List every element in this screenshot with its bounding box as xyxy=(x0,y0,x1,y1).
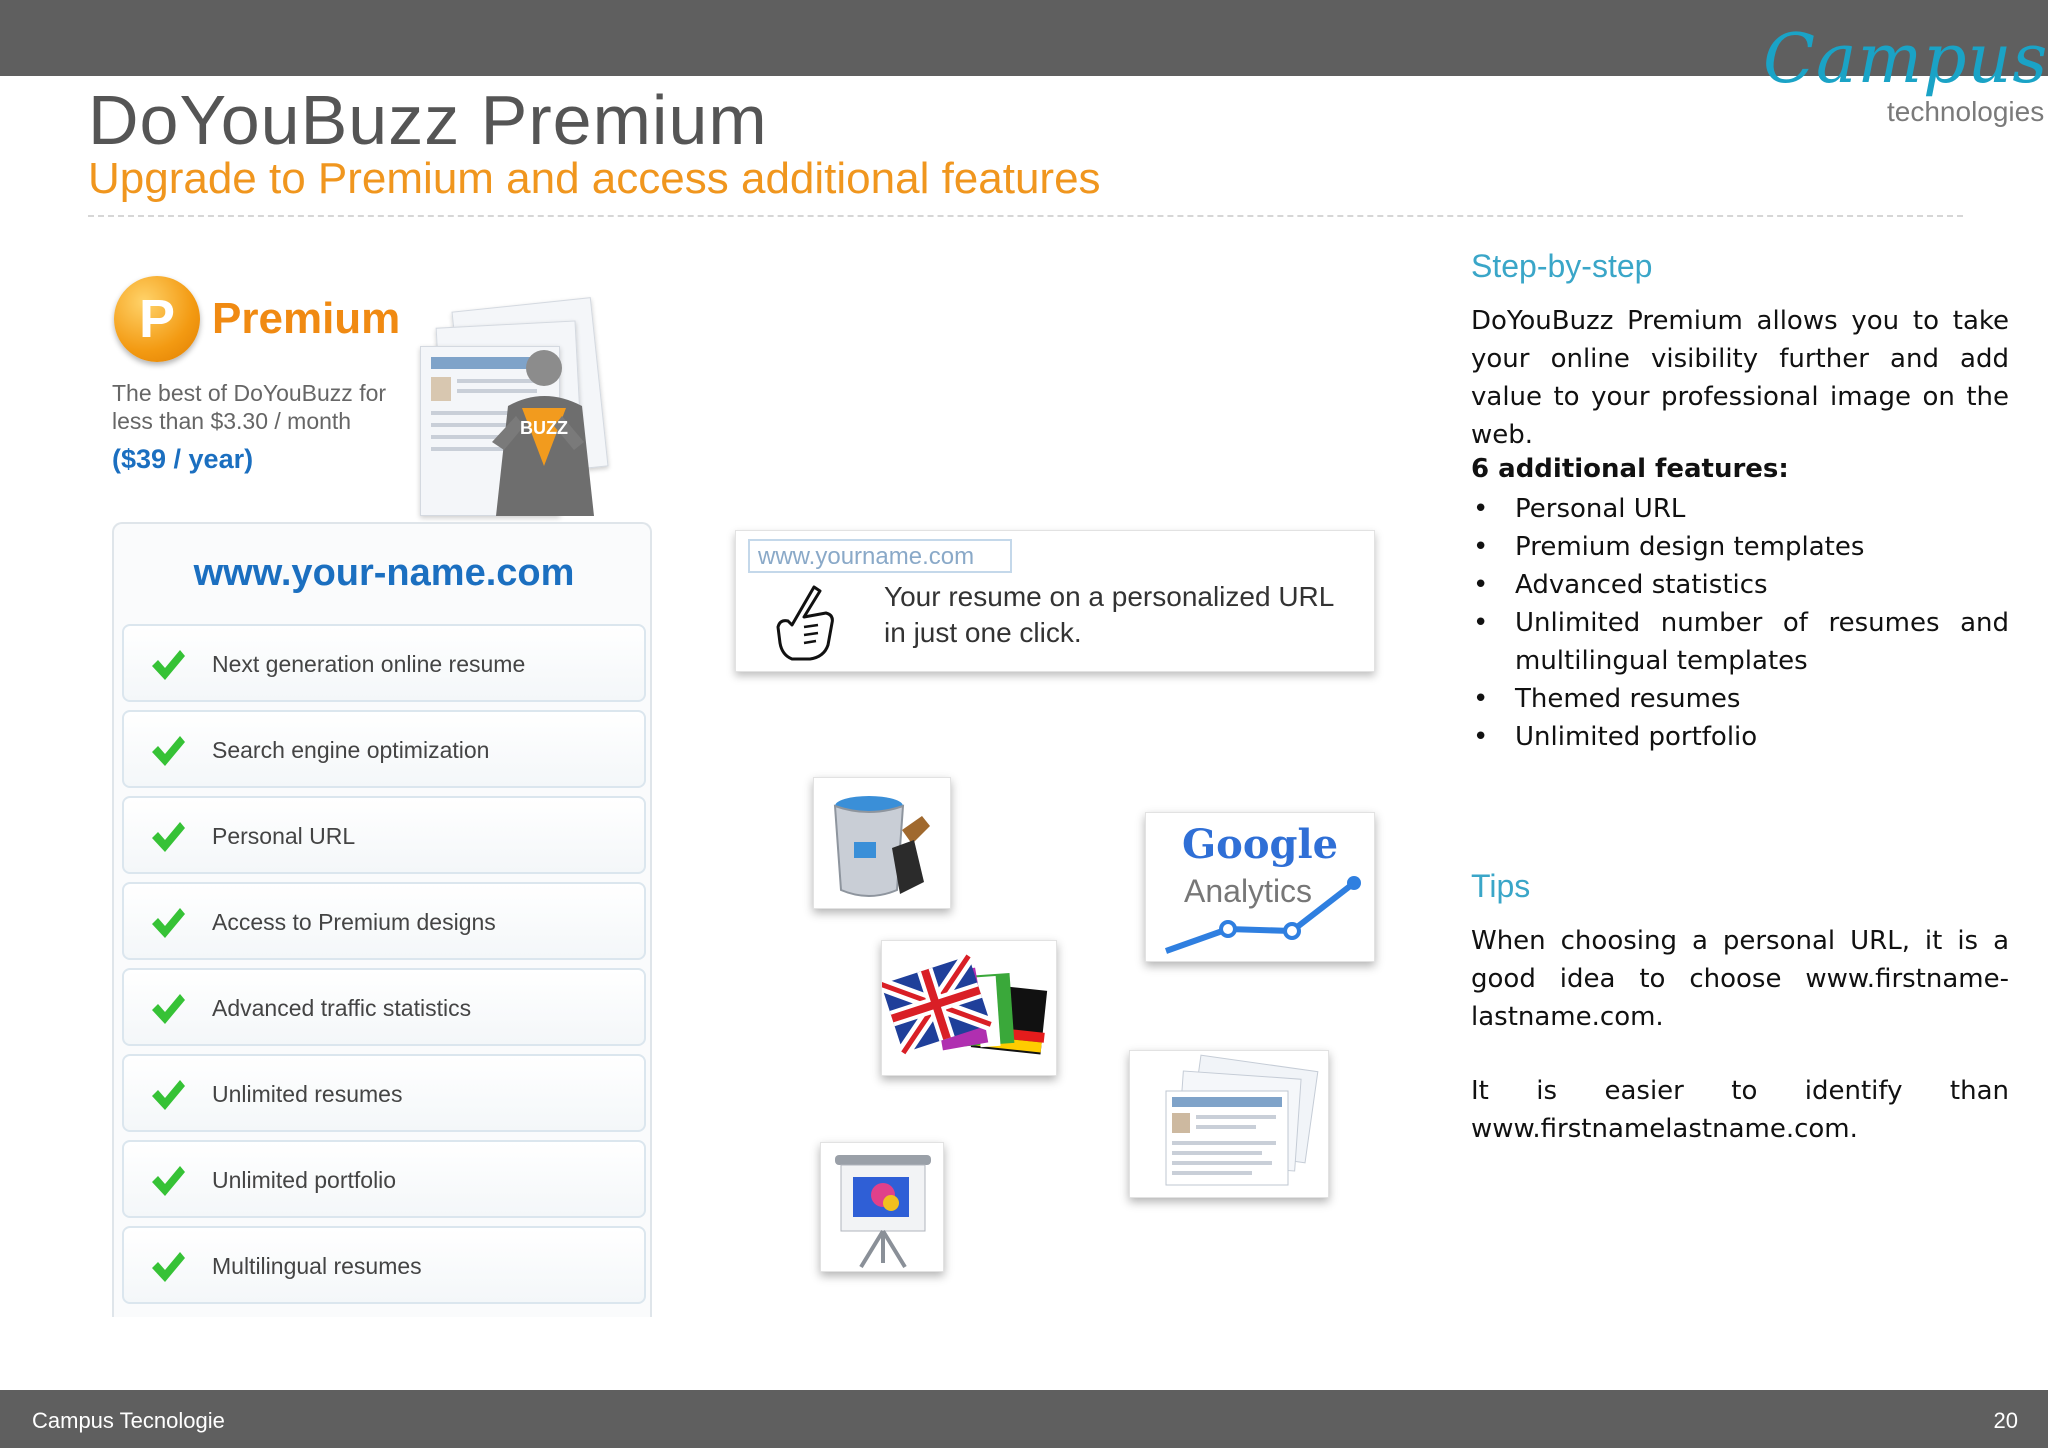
premium-promo xyxy=(110,268,665,528)
bullet-icon: • xyxy=(1473,570,1489,600)
feature-label: Next generation online resume xyxy=(212,651,526,677)
feature-text: Unlimited portfolio xyxy=(1515,722,1758,752)
footer-company: Campus Tecnologie xyxy=(32,1408,225,1433)
flags-tile xyxy=(881,940,1057,1076)
check-icon xyxy=(150,1078,186,1112)
resume-stack-tile xyxy=(1129,1050,1329,1198)
feature-label: Unlimited portfolio xyxy=(212,1167,397,1193)
feature-row xyxy=(122,796,646,874)
check-icon xyxy=(150,820,186,854)
shirt-text: BUZZ xyxy=(520,418,568,438)
premium-price: ($39 / year) xyxy=(112,444,254,474)
check-icon xyxy=(150,734,186,768)
check-icon xyxy=(150,1250,186,1284)
feature-label: Advanced traffic statistics xyxy=(212,995,472,1021)
bullet-icon: • xyxy=(1473,722,1489,752)
header-divider xyxy=(88,215,1963,217)
check-icon xyxy=(150,1164,186,1198)
premium-title: Premium xyxy=(212,294,401,343)
pointing-hand-icon xyxy=(774,583,840,663)
language-flags-icon xyxy=(882,941,1057,1076)
page-number: 20 xyxy=(1993,1408,2018,1433)
paint-bucket-icon xyxy=(814,778,951,909)
superhero-illustration xyxy=(400,304,650,529)
paint-bucket-tile xyxy=(813,777,951,909)
feature-row xyxy=(122,1226,646,1304)
google-wordmark: Google xyxy=(1182,821,1339,868)
features-list xyxy=(1471,490,2009,756)
google-analytics-tile xyxy=(1145,812,1375,962)
feature-label: Personal URL xyxy=(212,823,356,849)
personal-url-card xyxy=(735,530,1375,672)
feature-row xyxy=(122,710,646,788)
resume-stack-icon xyxy=(1130,1051,1329,1198)
campus-logo xyxy=(1755,20,2048,130)
url-card-line1: Your resume on a personalized URL xyxy=(884,581,1335,612)
url-card-line2: in just one click. xyxy=(884,617,1082,648)
feature-label: Unlimited resumes xyxy=(212,1081,403,1107)
feature-text: Themed resumes xyxy=(1515,684,1741,714)
feature-text: Personal URL xyxy=(1515,494,1686,524)
feature-text: Advanced statistics xyxy=(1515,570,1768,600)
presentation-tile xyxy=(820,1142,944,1272)
bullet-icon: • xyxy=(1473,684,1489,714)
tips-heading: Tips xyxy=(1471,868,1531,904)
footer-bar xyxy=(0,1390,2048,1448)
presentation-icon xyxy=(821,1143,944,1272)
list-item xyxy=(1471,528,2009,566)
bullet-icon: • xyxy=(1473,494,1489,524)
page-subtitle: Upgrade to Premium and access additional features xyxy=(88,154,1101,203)
premium-desc-line2: less than $3.30 / month xyxy=(112,408,352,434)
list-item xyxy=(1471,680,2009,718)
list-item xyxy=(1471,604,2009,680)
feature-box-url: www.your-name.com xyxy=(193,552,575,594)
feature-label: Multilingual resumes xyxy=(212,1253,422,1279)
tips-paragraph-2: It is easier to identify than www.firstnamelastname.com. xyxy=(1471,1076,2009,1144)
feature-row xyxy=(122,1054,646,1132)
feature-text: Unlimited number of resumes and multilingual templates xyxy=(1515,608,2009,676)
logo-sub: technologies xyxy=(1887,96,2045,127)
feature-row xyxy=(122,968,646,1046)
feature-row xyxy=(122,882,646,960)
businessman-icon xyxy=(478,346,598,516)
bullet-icon: • xyxy=(1473,532,1489,562)
feature-row xyxy=(122,1140,646,1218)
tips-paragraph-1: When choosing a personal URL, it is a good idea to choose www.firstname-lastname.com. xyxy=(1471,926,2009,1032)
feature-label: Access to Premium designs xyxy=(212,909,496,935)
analytics-wordmark: Analytics xyxy=(1184,873,1313,909)
list-item xyxy=(1471,718,2009,756)
check-icon xyxy=(150,906,186,940)
feature-row xyxy=(122,624,646,702)
check-icon xyxy=(150,648,186,682)
step-by-step-heading: Step-by-step xyxy=(1471,248,1653,284)
step-by-step-paragraph: DoYouBuzz Premium allows you to take your online visibility further and add value to your professional image on the web. xyxy=(1471,306,2009,450)
check-icon xyxy=(150,992,186,1026)
feature-list-box xyxy=(112,522,652,1317)
logo-word: Campus xyxy=(1763,20,2048,99)
bullet-icon: • xyxy=(1473,608,1489,638)
premium-desc-line1: The best of DoYouBuzz for xyxy=(112,380,387,406)
page-title: DoYouBuzz Premium xyxy=(88,81,768,159)
feature-text: Premium design templates xyxy=(1515,532,1865,562)
trend-line-icon xyxy=(1146,813,1375,962)
top-bar xyxy=(0,0,2048,76)
list-item xyxy=(1471,490,2009,528)
url-field: www.yourname.com xyxy=(748,539,1012,573)
list-item xyxy=(1471,566,2009,604)
premium-badge-icon: P xyxy=(114,276,200,362)
features-heading: 6 additional features: xyxy=(1471,454,1789,484)
feature-label: Search engine optimization xyxy=(212,737,490,763)
